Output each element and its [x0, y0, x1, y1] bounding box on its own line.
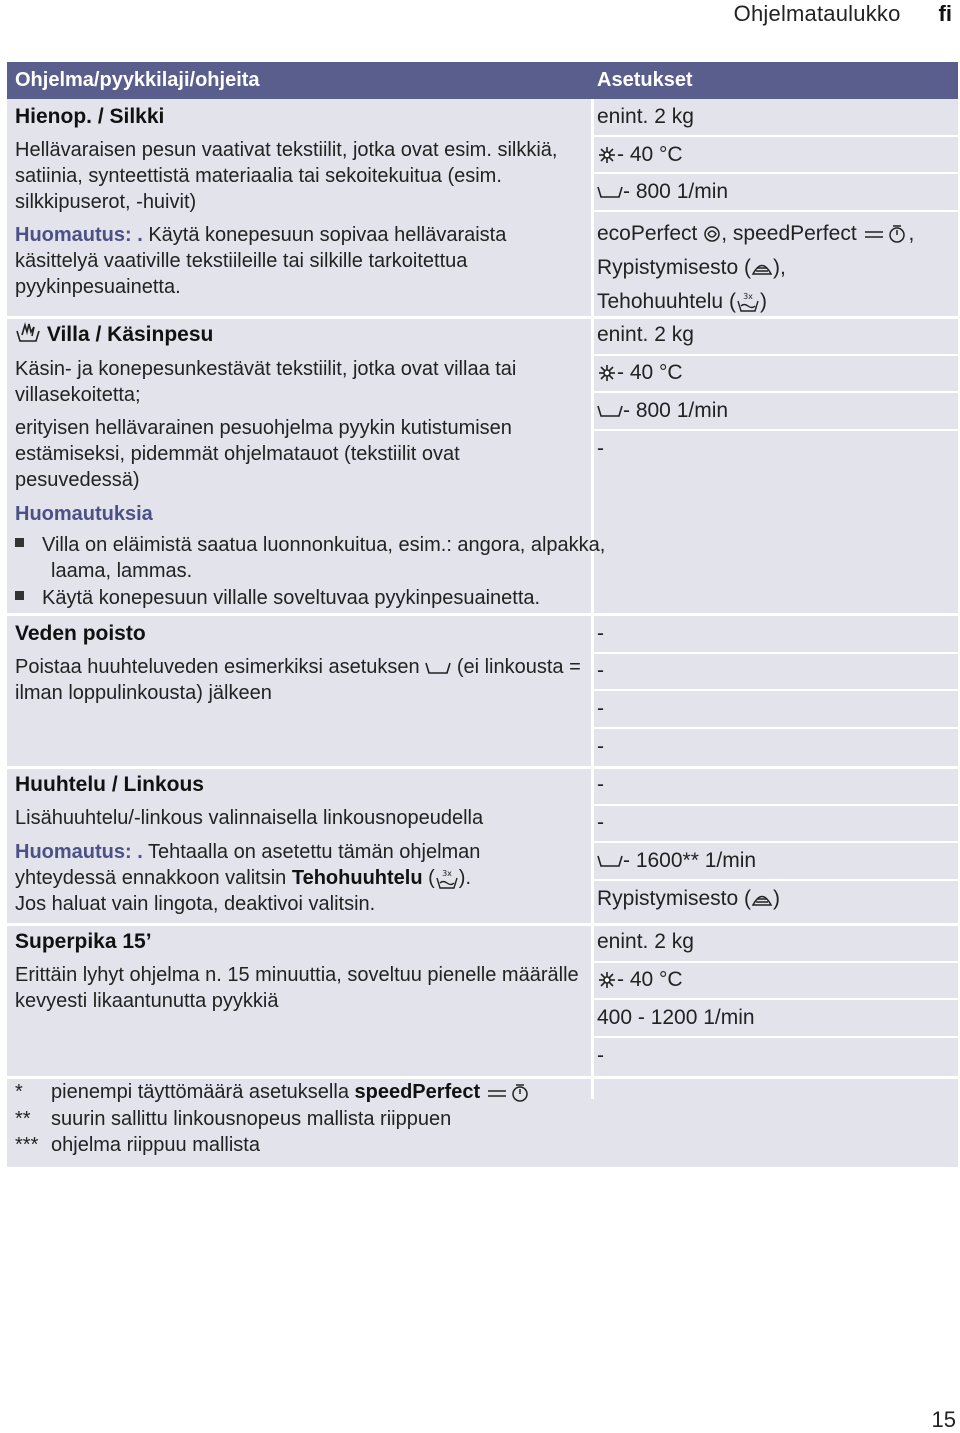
row-divider [591, 689, 958, 691]
max-load: - [597, 622, 604, 645]
header-left: Ohjelma/pyykkilaji/ohjeita [15, 69, 260, 91]
program-title: Superpika 15’ [15, 930, 152, 953]
temperature-setting: - [597, 659, 604, 682]
program-table [7, 62, 958, 1167]
row-divider [591, 727, 958, 729]
spin-setting [597, 398, 955, 424]
footnote-marker: ** [15, 1108, 31, 1130]
spin-setting [597, 179, 955, 205]
option-intensive-rinse: Tehohuuhtelu ( [597, 290, 736, 313]
row-divider [591, 135, 958, 137]
page-number: 15 [931, 1407, 956, 1432]
options-separator: ) [773, 887, 781, 910]
table-header-row [7, 62, 958, 99]
program-title [15, 322, 585, 348]
temperature-value: - 40 °C [617, 968, 683, 991]
wool-title: Villa / Käsinpesu [46, 323, 214, 346]
header-right: Asetukset [597, 69, 693, 91]
svg-text:3x: 3x [441, 868, 452, 878]
footnote-marker: *** [15, 1134, 39, 1156]
program-description-2: erityisen hellävarainen pesuohjelma pyykin kutistumisen estämiseksi, pidemmät ohjelmatauot (tekstiilit ovat pesuvedessä) [15, 417, 512, 491]
note-text: ( [422, 867, 435, 889]
anti-crease-icon [751, 890, 773, 908]
note-label: Huomautus: . [15, 224, 143, 246]
list-item-text: Käytä konepesuun villalle soveltuvaa pyykinpesuainetta. [42, 587, 541, 609]
intensive-rinse-icon [736, 291, 760, 313]
description-part: (ei linkousta = ilman loppulinkousta) jälkeen [15, 656, 581, 704]
spin-icon [597, 854, 623, 868]
max-load: enint. 2 kg [597, 930, 694, 953]
program-options [597, 217, 955, 319]
program-options: - [597, 1044, 604, 1067]
hand-wash-icon [15, 321, 41, 343]
row-divider [591, 391, 958, 393]
spin-setting: 400 - 1200 1/min [597, 1006, 755, 1029]
intensive-rinse-icon [435, 868, 459, 890]
footnote-marker: * [15, 1081, 23, 1103]
speed-perfect-icon [486, 1083, 532, 1103]
program-title: Huuhtelu / Linkous [15, 773, 204, 796]
footnote [15, 1132, 260, 1158]
note-text: ). [458, 867, 471, 889]
list-item-text: Villa on eläimistä saatua luonnonkuitua, esim.: angora, alpakka, laama, lammas. [42, 534, 606, 582]
options-separator: ), [773, 256, 786, 279]
program-drain [7, 616, 958, 766]
spin-icon [597, 185, 623, 199]
option-speed-perfect: , speedPerfect [721, 222, 857, 245]
notes-heading: Huomautuksia [15, 503, 153, 525]
footnote-bold-text: speedPerfect [354, 1081, 481, 1103]
max-load: - [597, 773, 604, 796]
list-item [15, 585, 621, 611]
row-divider [591, 429, 958, 431]
program-title: Hienop. / Silkki [15, 105, 165, 128]
program-silk [7, 99, 958, 316]
option-anti-crease: Rypistymisesto ( [597, 887, 752, 910]
max-load: enint. 2 kg [597, 105, 694, 128]
page-header [734, 0, 952, 28]
row-divider [591, 998, 958, 1000]
program-description: Lisähuuhtelu/-linkous valinnaisella linkousnopeudella [15, 807, 484, 829]
anti-crease-icon [751, 259, 773, 277]
row-divider [591, 354, 958, 356]
program-note [15, 222, 585, 300]
footnote [15, 1079, 532, 1105]
program-description: Käsin- ja konepesunkestävät tekstiilit, jotka ovat villaa tai villasekoitetta; [15, 358, 517, 406]
temperature-icon [597, 145, 617, 165]
temperature-setting: - [597, 811, 604, 834]
program-options: - [597, 735, 604, 758]
bullet-icon [15, 538, 24, 547]
footnote [15, 1106, 451, 1132]
program-super-quick [7, 926, 958, 1076]
temperature-icon [597, 363, 617, 383]
spin-value: - 800 1/min [623, 399, 729, 422]
row-divider [591, 879, 958, 881]
note-bold-text: Tehohuuhtelu [291, 867, 423, 889]
program-rinse-spin [7, 769, 958, 923]
row-divider [591, 172, 958, 174]
program-description [15, 654, 585, 706]
row-divider [591, 841, 958, 843]
spin-value: - 800 1/min [623, 180, 729, 203]
program-options [597, 886, 955, 912]
spin-icon [597, 404, 623, 418]
temperature-setting [597, 967, 955, 993]
temperature-value: - 40 °C [617, 143, 683, 166]
description-part: Poistaa huuhteluveden esimerkiksi asetuksen [15, 656, 420, 678]
program-options: - [597, 437, 604, 460]
options-separator: , [908, 222, 915, 245]
temperature-setting [597, 142, 955, 168]
option-anti-crease: Rypistymisesto ( [597, 256, 752, 279]
program-description: Hellävaraisen pesun vaativat tekstiilit, jotka ovat esim. silkkiä, satiinia, synteettistä materiaalia tai sekoitekuitua (esim. silkkipuserot, -huivit) [15, 139, 558, 213]
options-separator: ) [759, 290, 767, 313]
row-divider [591, 804, 958, 806]
spin-icon [425, 661, 451, 675]
program-title: Veden poisto [15, 622, 146, 645]
eco-perfect-icon [703, 224, 721, 244]
spin-setting [597, 848, 955, 874]
row-divider [591, 652, 958, 654]
option-eco-perfect: ecoPerfect [597, 222, 698, 245]
note-label: Huomautus: . [15, 841, 143, 863]
program-description: Erittäin lyhyt ohjelma n. 15 minuuttia, soveltuu pienelle määrälle kevyesti likaantunutta pyykkiä [15, 964, 579, 1012]
note-text: Tehtaalla on asetettu tämän ohjelman yhteydessä ennakkoon valitsin [15, 841, 481, 889]
program-note [15, 839, 585, 917]
bullet-icon [15, 591, 24, 600]
note-text: Jos haluat vain lingota, deaktivoi valitsin. [15, 893, 376, 915]
row-divider [591, 1036, 958, 1038]
note-text: Käytä konepesuun sopivaa hellävaraista käsittelyä vaativille tekstiileille tai silkille tarkoitettua pyykinpesuainetta. [15, 224, 507, 298]
temperature-setting [597, 360, 955, 386]
svg-text:3x: 3x [743, 292, 753, 302]
max-load: enint. 2 kg [597, 323, 694, 346]
temperature-value: - 40 °C [617, 361, 683, 384]
page-title: Ohjelmataulukko [733, 1, 901, 26]
spin-value: - 1600** 1/min [623, 849, 757, 872]
footnote-text: pienempi täyttömäärä asetuksella [51, 1081, 355, 1103]
temperature-icon [597, 970, 617, 990]
speed-perfect-icon [863, 224, 909, 244]
row-divider [591, 961, 958, 963]
footnote-text: ohjelma riippuu mallista [51, 1134, 260, 1156]
language-code: fi [938, 1, 952, 26]
footnote-text: suurin sallittu linkousnopeus mallista riippuen [51, 1108, 452, 1130]
list-item [15, 532, 621, 584]
row-divider [591, 210, 958, 212]
program-wool [7, 319, 958, 613]
spin-setting: - [597, 697, 604, 720]
